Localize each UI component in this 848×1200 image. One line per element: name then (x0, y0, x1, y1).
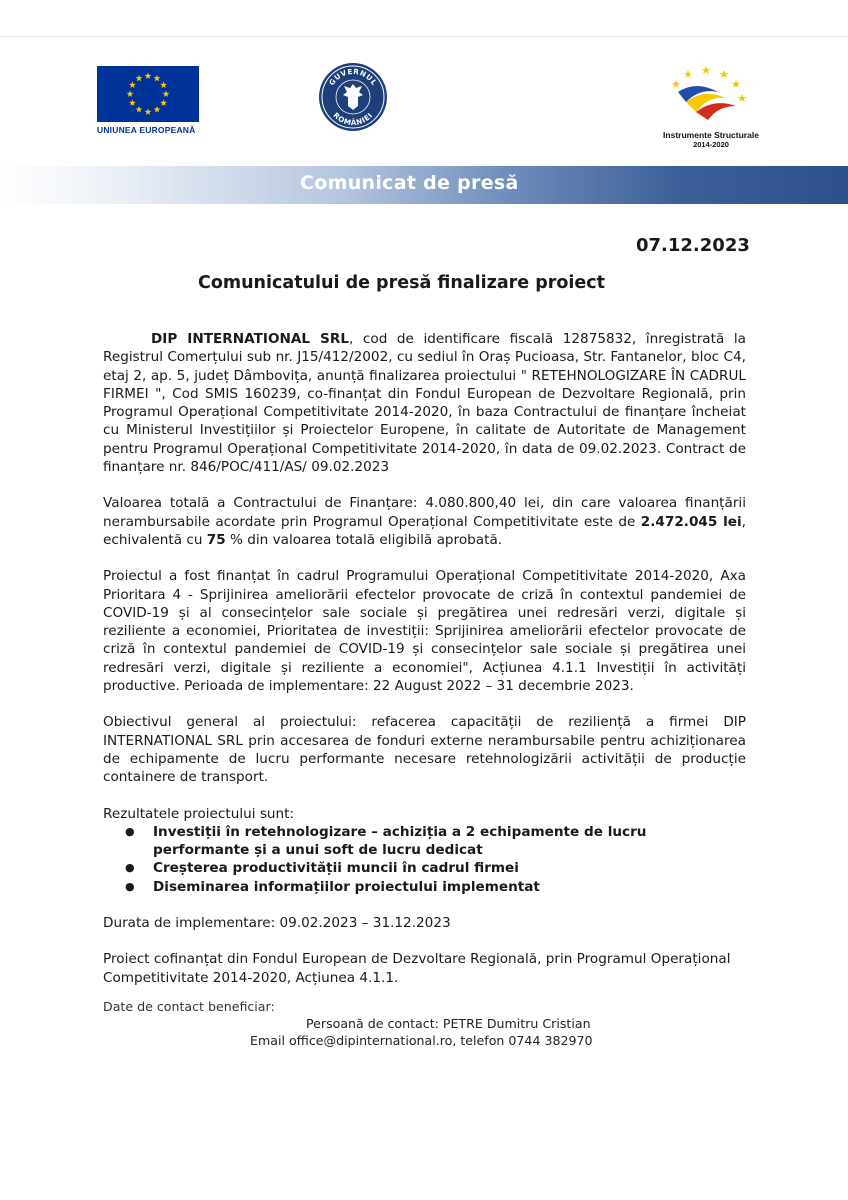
paragraph-program: Proiectul a fost finanțat în cadrul Programului Operațional Competitivitate 2014-2020, Axa Prioritara 4 - Sprijinirea ameliorării efectelor provocate de criză în contextul pandemiei de COVID-19 și al consecințelor sale sociale și pregătirea unei redresări verzi, digitale și reziliente a economiei, Prioritatea de investiții: Sprijinirea ameliorării efectelor provocate de criză în contextul pandemiei de COVID-19 și consecințelor sale sociale și pregătirea unei redresări verzi, digitale și reziliente a economiei", Acțiunea 4.1.1 Investiții în activități productive. Perioada de implementare: 22 August 2022 – 31 decembrie 2023. (103, 568, 746, 695)
seal-top-text: GUVERNUL (326, 66, 380, 88)
paragraph-objective: Obiectivul general al proiectului: refacerea capacității de reziliență a firmei DIP INTERNATIONAL SRL prin accesarea de fonduri externe nerambursabile pentru achiziționarea de echipamente de lucru performante necesare retehnologizării activității de producție containere de transport. (103, 714, 746, 786)
eu-star-icon (160, 81, 167, 88)
list-item: ● Diseminarea informațiilor proiectului implementat (153, 878, 746, 896)
top-divider (0, 36, 848, 37)
instrumente-structurale-icon (656, 62, 766, 124)
financing-percent: 75 (206, 531, 226, 548)
contact-person: Persoană de contact: PETRE Dumitru Cristian (306, 1016, 591, 1031)
contact-heading: Date de contact beneficiar: (103, 999, 275, 1014)
eu-star-icon (160, 99, 167, 106)
results-list (103, 823, 746, 896)
eu-star-icon (136, 75, 143, 82)
eu-star-icon (163, 90, 170, 97)
eu-star-icon (127, 90, 134, 97)
document-title: Comunicatului de presă finalizare proiect (198, 273, 606, 293)
document-body (103, 330, 746, 1005)
financing-amount: 2.472.045 lei (640, 513, 742, 530)
document-date: 07.12.2023 (636, 235, 750, 256)
value-text-a: Valoarea totală a Contractului de Finanțare: 4.080.800,40 lei, din care valoarea finanțării nerambursabile acordate prin Programul Operațional Competitivitate este de (103, 495, 746, 530)
value-text-b: , echivalentă cu (103, 513, 746, 548)
romanian-government-seal (318, 62, 388, 132)
eu-flag-icon (97, 66, 199, 122)
intro-text: , cod de identificare fiscală 12875832, înregistrată la Registrul Comerțului sub nr. J15/412/2002, cu sediul în Oraș Pucioasa, Str. Fantanelor, bloc C4, etaj 2, ap. 5, județ Dâmbovița, anunță finalizarea proiectului " RETEHNOLOGIZARE ÎN CADRUL FIRMEI ", Cod SMIS 160239, co-finanțat din Fondul European de Dezvoltare Regională, prin Programul Operațional Competitivitate 2014-2020, în baza Contractului de finanțare încheiat cu Ministerul Investițiilor și Proiectelor Europene, în calitate de Autoritate de Management pentru Programul Operațional Competitivitate 2014-2020, în data de 09.02.2023. Contract de finanțare nr. 846/POC/411/AS/ 09.02.2023 (103, 331, 746, 476)
contact-email-phone: Email office@dipinternational.ro, telefon 0744 382970 (250, 1033, 593, 1048)
cofinance-statement: Proiect cofinanțat din Fondul European de Dezvoltare Regională, prin Programul Operațional Competitivitate 2014-2020, Acțiunea 4.1.1. (103, 951, 731, 986)
is-logo-label: Instrumente Structurale (663, 130, 759, 140)
paragraph-value (103, 494, 746, 549)
instrumente-structurale-logo (656, 62, 766, 149)
is-logo-years: 2014-2020 (693, 140, 729, 149)
company-name: DIP INTERNATIONAL SRL (151, 331, 349, 347)
list-item: ● Creșterea productivității muncii în cadrul firmei (153, 859, 746, 877)
eu-star-icon (129, 99, 136, 106)
banner-title: Comunicat de presă (300, 172, 519, 194)
eu-star-icon (154, 75, 161, 82)
press-release-banner (0, 166, 848, 204)
eu-logo-label: UNIUNEA EUROPEANĂ (97, 125, 196, 135)
eu-star-icon (154, 106, 161, 113)
contact-block (103, 998, 746, 1049)
eu-star-icon (129, 81, 136, 88)
seal-bottom-text: ROMÂNIEI (331, 110, 375, 128)
results-heading: Rezultatele proiectului sunt: (103, 805, 295, 822)
eu-logo (97, 66, 201, 135)
value-text-c: % din valoarea totală eligibilă aprobată. (225, 531, 503, 548)
paragraph-intro (103, 330, 746, 476)
eu-star-icon (145, 72, 152, 79)
implementation-duration: Durata de implementare: 09.02.2023 – 31.12.2023 (103, 915, 451, 932)
list-item: ● Investiții în retehnologizare – achiziția a 2 echipamente de lucru performante și a unui soft de lucru dedicat (153, 823, 746, 860)
eu-star-icon (136, 106, 143, 113)
eu-star-icon (145, 108, 152, 115)
